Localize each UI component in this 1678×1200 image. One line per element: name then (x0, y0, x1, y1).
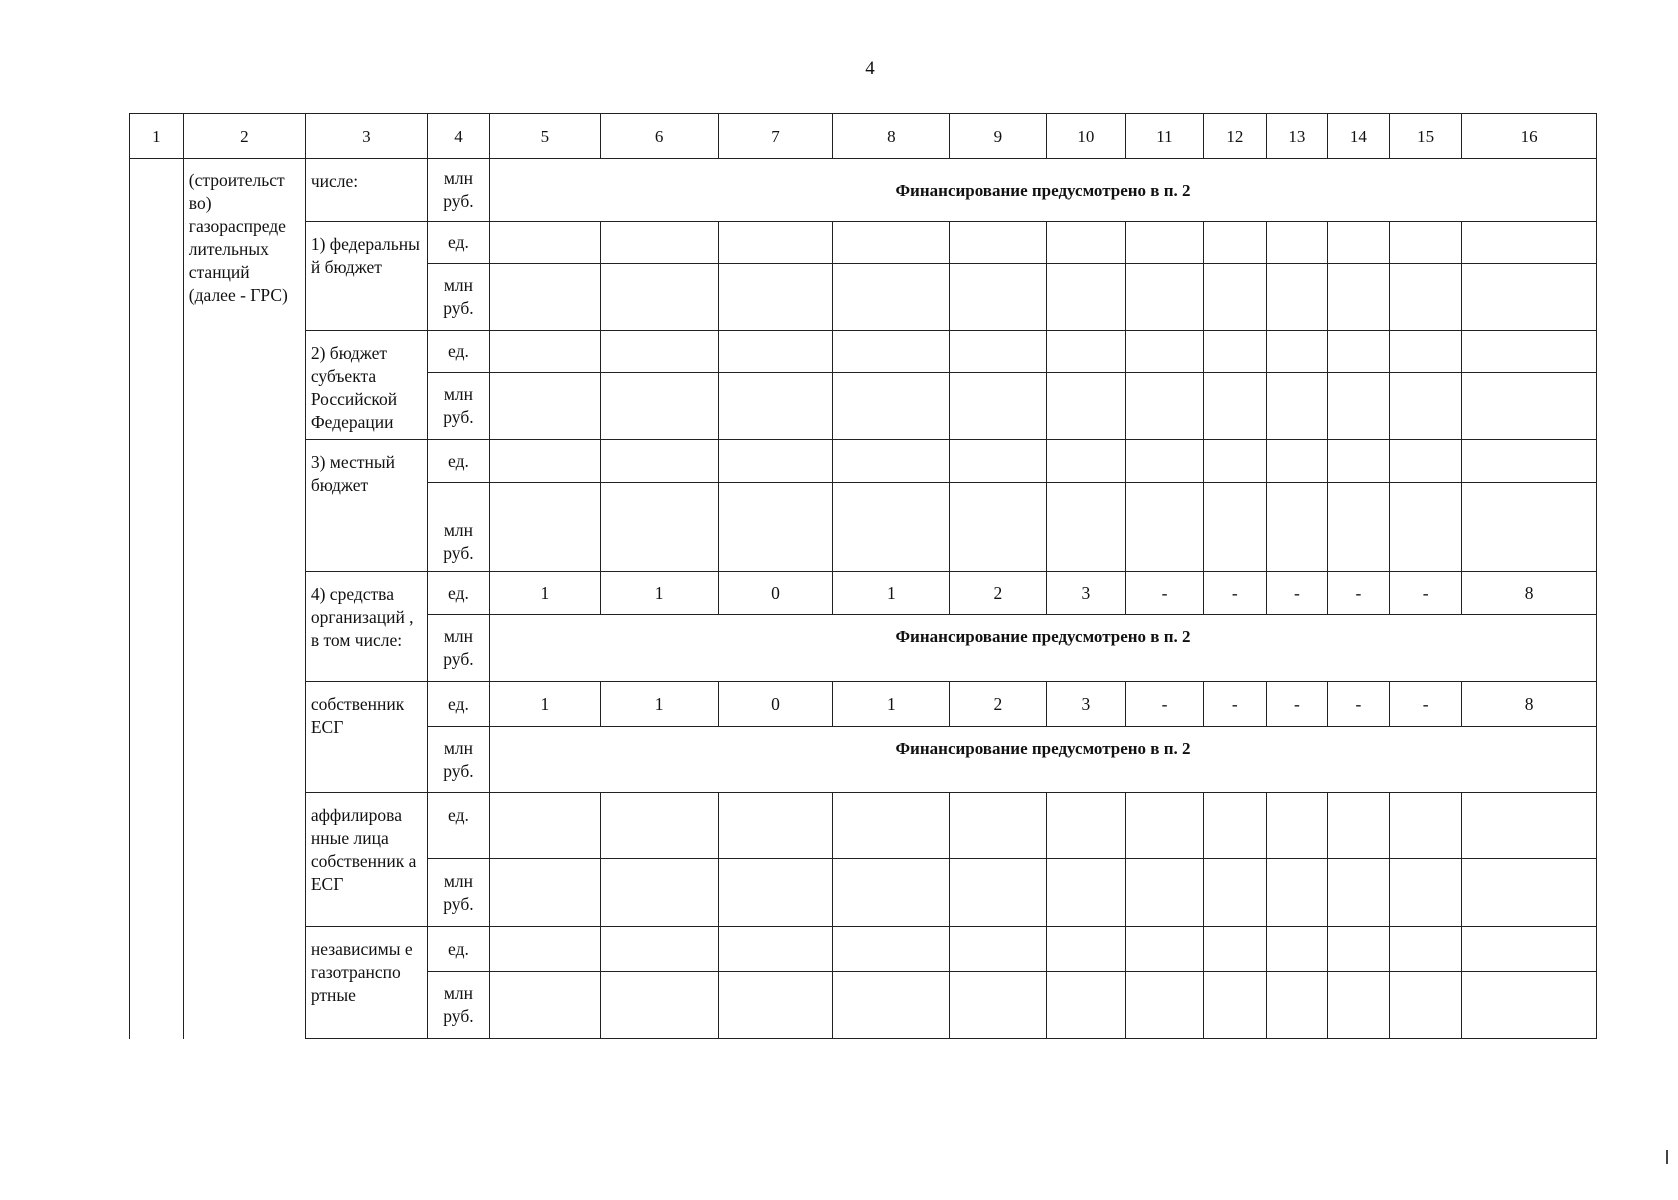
value-cell: 0 (718, 682, 833, 727)
table-row (130, 159, 1597, 222)
row-label-regional: 2) бюджет субъекта Российской Федерации (305, 331, 427, 440)
table-row (130, 331, 1597, 373)
value-cell: 8 (1462, 682, 1597, 727)
column-number: 1 (130, 114, 184, 159)
value-cell: - (1266, 572, 1327, 615)
scan-mark (1666, 1150, 1668, 1164)
column-number: 6 (600, 114, 718, 159)
unit-mln-rub: млн руб. (427, 859, 489, 927)
column-number: 12 (1203, 114, 1266, 159)
row-label-federal: 1) федеральны й бюджет (305, 222, 427, 331)
value-cell: 1 (600, 572, 718, 615)
row-label-affiliated: аффилирова нные лица собственник а ЕСГ (305, 793, 427, 927)
row-label-local: 3) местный бюджет (305, 440, 427, 572)
column-number: 7 (718, 114, 833, 159)
value-cell: 0 (718, 572, 833, 615)
table-row (130, 793, 1597, 859)
item-number-cell (130, 159, 184, 1039)
unit-mln-rub: млн руб. (427, 615, 489, 682)
column-number: 9 (950, 114, 1046, 159)
unit-mln-rub: млн руб. (427, 727, 489, 793)
unit-ed: ед. (427, 927, 489, 972)
unit-ed: ед. (427, 222, 489, 264)
row-label-independent: независимы е газотранспо ртные (305, 927, 427, 1039)
column-number: 5 (489, 114, 600, 159)
column-number: 10 (1046, 114, 1126, 159)
value-cell: 2 (950, 682, 1046, 727)
value-cell: 1 (489, 572, 600, 615)
table-row (130, 572, 1597, 615)
item-name: (строительст во) газораспреде лительных станций (далее - ГРС) (183, 159, 305, 1039)
value-cell: - (1389, 682, 1461, 727)
value-cell: 3 (1046, 572, 1126, 615)
unit-mln-rub: млн руб. (427, 972, 489, 1039)
unit-ed: ед. (427, 331, 489, 373)
table-row (130, 440, 1597, 483)
value-cell: 8 (1462, 572, 1597, 615)
value-cell: 3 (1046, 682, 1126, 727)
value-cell: 1 (489, 682, 600, 727)
column-number: 4 (427, 114, 489, 159)
unit-ed: ед. (427, 440, 489, 483)
row-label-org: 4) средства организаций , в том числе: (305, 572, 427, 682)
unit-mln-rub: млн руб. (427, 483, 489, 572)
unit-ed: ед. (427, 682, 489, 727)
value-cell: 1 (833, 682, 950, 727)
unit-ed: ед. (427, 572, 489, 615)
unit-mln-rub: млн руб. (427, 159, 489, 222)
column-number: 11 (1126, 114, 1204, 159)
value-cell: - (1389, 572, 1461, 615)
value-cell: - (1203, 682, 1266, 727)
column-number: 15 (1389, 114, 1461, 159)
funding-table (129, 113, 1597, 1039)
page-number: 4 (865, 58, 875, 79)
financing-note: Финансирование предусмотрено в п. 2 (489, 615, 1596, 682)
column-number: 2 (183, 114, 305, 159)
unit-mln-rub: млн руб. (427, 373, 489, 440)
value-cell: - (1126, 572, 1204, 615)
value-cell: - (1266, 682, 1327, 727)
table-row (130, 927, 1597, 972)
unit-ed: ед. (427, 793, 489, 859)
column-number: 13 (1266, 114, 1327, 159)
table-row (130, 682, 1597, 727)
value-cell: - (1126, 682, 1204, 727)
financing-note: Финансирование предусмотрено в п. 2 (489, 159, 1596, 222)
unit-mln-rub: млн руб. (427, 264, 489, 331)
value-cell: 1 (600, 682, 718, 727)
value-cell: - (1327, 682, 1389, 727)
value-cell: 2 (950, 572, 1046, 615)
column-number: 3 (305, 114, 427, 159)
column-number: 16 (1462, 114, 1597, 159)
column-number: 8 (833, 114, 950, 159)
column-number: 14 (1327, 114, 1389, 159)
value-cell: - (1203, 572, 1266, 615)
header-row (130, 114, 1597, 159)
value-cell: 1 (833, 572, 950, 615)
table-row (130, 222, 1597, 264)
financing-note: Финансирование предусмотрено в п. 2 (489, 727, 1596, 793)
value-cell: - (1327, 572, 1389, 615)
row-label-incl: числе: (305, 159, 427, 222)
row-label-owner: собственник ЕСГ (305, 682, 427, 793)
